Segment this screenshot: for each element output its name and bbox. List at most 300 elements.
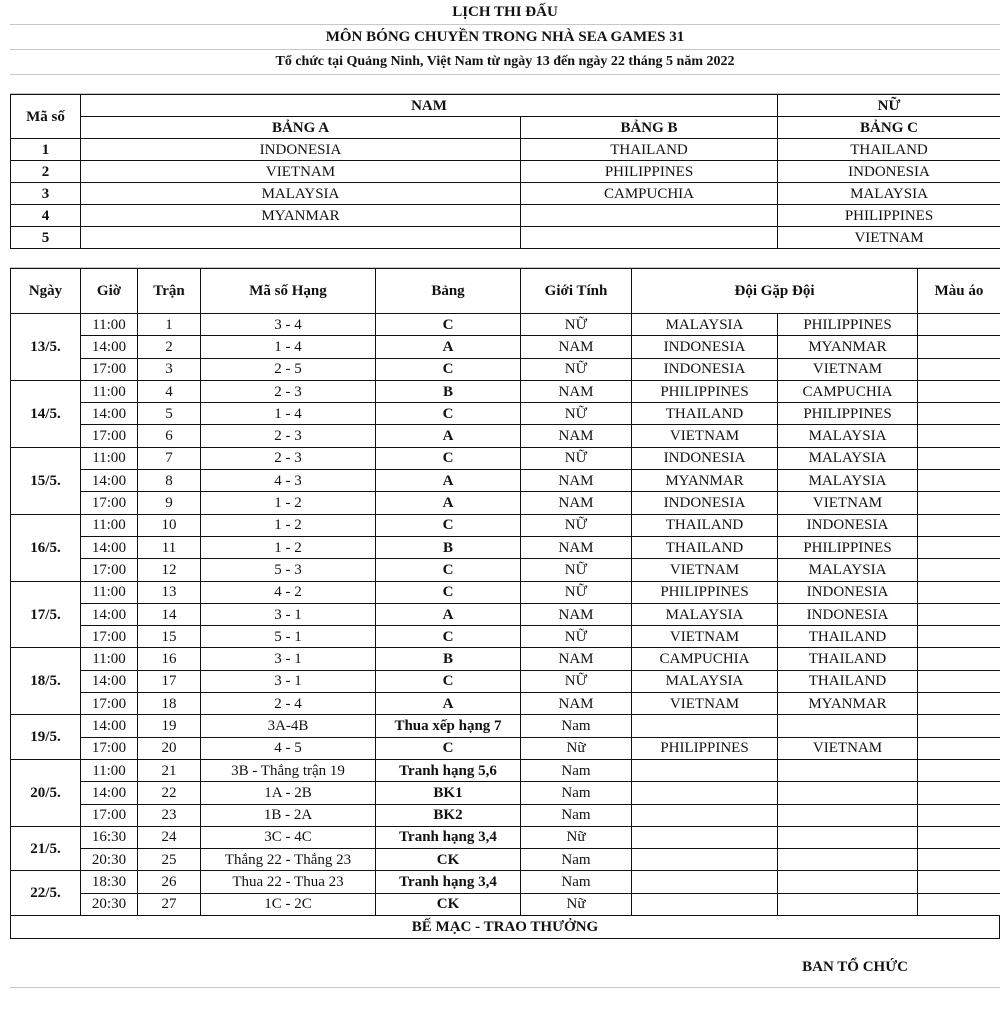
rank-code: 2 - 4 [201,693,376,715]
match-group: BK1 [376,782,521,804]
rank-code: 2 - 3 [201,425,376,447]
match-day: 20/5. [11,759,81,826]
match-group: B [376,380,521,402]
team-home: INDONESIA [632,336,778,358]
match-day: 18/5. [11,648,81,715]
match-time: 17:00 [81,559,138,581]
match-gender: NAM [521,603,632,625]
code-header: Mã số [11,95,81,139]
team-home: INDONESIA [632,358,778,380]
match-gender: Nam [521,871,632,893]
match-number: 4 [138,380,201,402]
team-home: THAILAND [632,536,778,558]
match-time: 17:00 [81,804,138,826]
table-row [11,804,1000,826]
group-c-team: INDONESIA [778,161,1000,183]
group-b-team: CAMPUCHIA [521,183,778,205]
match-day: 15/5. [11,447,81,514]
team-home: VIETNAM [632,425,778,447]
table-row [11,693,1000,715]
match-group: C [376,358,521,380]
match-number: 1 [138,314,201,336]
match-time: 18:30 [81,871,138,893]
match-time: 14:00 [81,782,138,804]
table-row [11,559,1000,581]
jersey-color [918,470,1000,492]
jersey-color [918,559,1000,581]
match-group: B [376,536,521,558]
match-group: CK [376,849,521,871]
match-gender: NỮ [521,447,632,469]
team-away: MALAYSIA [778,447,918,469]
match-number: 21 [138,759,201,781]
table-row [11,536,1000,558]
match-gender: NỮ [521,626,632,648]
match-group: C [376,737,521,759]
jersey-color [918,626,1000,648]
match-group: BK2 [376,804,521,826]
match-gender: NỮ [521,559,632,581]
match-group: A [376,470,521,492]
team-home [632,893,778,915]
match-time: 17:00 [81,358,138,380]
match-group: C [376,670,521,692]
team-home [632,849,778,871]
table-row [11,380,1000,402]
rank-code: 1 - 4 [201,403,376,425]
match-number: 17 [138,670,201,692]
match-number: 11 [138,536,201,558]
schedule-sheet [10,0,1000,988]
col-rank: Mã số Hạng [201,269,376,314]
table-row [11,893,1000,915]
team-home [632,782,778,804]
table-row [11,358,1000,380]
match-group: CK [376,893,521,915]
match-gender: Nam [521,849,632,871]
table-row [11,581,1000,603]
team-away: MALAYSIA [778,425,918,447]
match-number: 15 [138,626,201,648]
team-home: PHILIPPINES [632,581,778,603]
rank-code: 1 - 2 [201,492,376,514]
table-row [11,715,1000,737]
team-away [778,826,918,848]
match-number: 22 [138,782,201,804]
match-number: 16 [138,648,201,670]
rank-code: 2 - 5 [201,358,376,380]
match-time: 17:00 [81,737,138,759]
table-row [11,648,1000,670]
table-row [11,670,1000,692]
team-home [632,826,778,848]
match-gender: NAM [521,536,632,558]
match-time: 14:00 [81,536,138,558]
match-time: 14:00 [81,603,138,625]
rank-code: 3 - 1 [201,670,376,692]
match-number: 12 [138,559,201,581]
match-time: 14:00 [81,403,138,425]
rank-code: Thắng 22 - Thắng 23 [201,849,376,871]
group-code: 5 [11,227,81,249]
match-group: Tranh hạng 3,4 [376,871,521,893]
jersey-color [918,693,1000,715]
team-away: THAILAND [778,670,918,692]
match-gender: Nam [521,782,632,804]
rank-code: 1B - 2A [201,804,376,826]
rank-code: 3C - 4C [201,826,376,848]
group-b-team [521,205,778,227]
group-a-team: VIETNAM [81,161,521,183]
group-row [11,183,1000,205]
match-group: C [376,559,521,581]
match-gender: Nữ [521,826,632,848]
match-group: A [376,336,521,358]
match-gender: Nam [521,715,632,737]
table-row [11,492,1000,514]
team-home [632,871,778,893]
jersey-color [918,826,1000,848]
team-home: VIETNAM [632,559,778,581]
team-away [778,849,918,871]
match-day: 14/5. [11,380,81,447]
match-group: C [376,447,521,469]
match-time: 11:00 [81,314,138,336]
men-header: NAM [81,95,778,117]
table-row [11,425,1000,447]
team-away: INDONESIA [778,581,918,603]
group-c-team: MALAYSIA [778,183,1000,205]
match-time: 17:00 [81,425,138,447]
team-away: PHILIPPINES [778,403,918,425]
match-day: 22/5. [11,871,81,916]
jersey-color [918,849,1000,871]
jersey-color [918,759,1000,781]
team-home: THAILAND [632,403,778,425]
col-group: Bảng [376,269,521,314]
jersey-color [918,782,1000,804]
match-gender: NỮ [521,670,632,692]
match-group: C [376,581,521,603]
match-number: 9 [138,492,201,514]
match-time: 14:00 [81,715,138,737]
team-away: INDONESIA [778,603,918,625]
rank-code: Thua 22 - Thua 23 [201,871,376,893]
jersey-color [918,380,1000,402]
match-gender: NAM [521,425,632,447]
match-day: 17/5. [11,581,81,648]
match-number: 20 [138,737,201,759]
table-row [11,336,1000,358]
match-gender: NAM [521,470,632,492]
table-row [11,826,1000,848]
group-a-team: MYANMAR [81,205,521,227]
team-home: CAMPUCHIA [632,648,778,670]
women-header: NỮ [778,95,1000,117]
group-b-team [521,227,778,249]
jersey-color [918,536,1000,558]
match-number: 24 [138,826,201,848]
match-group: C [376,514,521,536]
match-time: 11:00 [81,380,138,402]
col-day: Ngày [11,269,81,314]
match-time: 20:30 [81,849,138,871]
col-color: Màu áo [918,269,1000,314]
jersey-color [918,358,1000,380]
rank-code: 4 - 2 [201,581,376,603]
table-row [11,447,1000,469]
match-time: 14:00 [81,336,138,358]
table-row [11,737,1000,759]
team-away [778,782,918,804]
rank-code: 1 - 2 [201,536,376,558]
match-time: 14:00 [81,470,138,492]
team-home: INDONESIA [632,447,778,469]
group-code: 1 [11,139,81,161]
group-rows [11,139,1000,249]
spacer-row [10,249,1000,268]
team-away: PHILIPPINES [778,536,918,558]
match-gender: Nữ [521,737,632,759]
rank-code: 1A - 2B [201,782,376,804]
match-number: 26 [138,871,201,893]
schedule-table [10,268,1000,916]
group-c-team: PHILIPPINES [778,205,1000,227]
match-number: 13 [138,581,201,603]
team-home: INDONESIA [632,492,778,514]
spacer-row [10,75,1000,94]
jersey-color [918,737,1000,759]
col-teams: Đội Gặp Đội [632,269,918,314]
match-number: 6 [138,425,201,447]
match-group: Tranh hạng 3,4 [376,826,521,848]
match-gender: NỮ [521,314,632,336]
team-home: PHILIPPINES [632,380,778,402]
match-time: 20:30 [81,893,138,915]
rank-code: 3 - 1 [201,648,376,670]
jersey-color [918,425,1000,447]
team-away [778,715,918,737]
match-time: 11:00 [81,759,138,781]
group-row [11,227,1000,249]
match-group: C [376,403,521,425]
match-group: A [376,603,521,625]
match-time: 17:00 [81,626,138,648]
page-title: LỊCH THI ĐẤU [10,0,1000,25]
team-away [778,871,918,893]
match-gender: NAM [521,648,632,670]
team-home: MALAYSIA [632,603,778,625]
match-time: 11:00 [81,581,138,603]
group-c-team: THAILAND [778,139,1000,161]
jersey-color [918,492,1000,514]
match-gender: NAM [521,336,632,358]
team-away: THAILAND [778,626,918,648]
table-row [11,626,1000,648]
match-number: 18 [138,693,201,715]
table-row [11,782,1000,804]
match-number: 23 [138,804,201,826]
group-row [11,139,1000,161]
match-number: 10 [138,514,201,536]
group-b-team: THAILAND [521,139,778,161]
team-away: MYANMAR [778,336,918,358]
team-home [632,715,778,737]
group-c-team: VIETNAM [778,227,1000,249]
match-number: 25 [138,849,201,871]
group-a-team [81,227,521,249]
rank-code: 5 - 3 [201,559,376,581]
group-b-header: BẢNG B [521,117,778,139]
jersey-color [918,893,1000,915]
match-gender: NỮ [521,514,632,536]
jersey-color [918,715,1000,737]
table-row [11,849,1000,871]
match-gender: NỮ [521,581,632,603]
match-gender: Nam [521,759,632,781]
footer [10,939,1000,988]
match-group: C [376,626,521,648]
group-a-team: INDONESIA [81,139,521,161]
group-code: 3 [11,183,81,205]
rank-code: 4 - 5 [201,737,376,759]
jersey-color [918,581,1000,603]
match-number: 27 [138,893,201,915]
table-row [11,603,1000,625]
match-group: A [376,425,521,447]
jersey-color [918,804,1000,826]
match-gender: Nữ [521,893,632,915]
rank-code: 3 - 4 [201,314,376,336]
team-home [632,759,778,781]
match-time: 14:00 [81,670,138,692]
team-away: INDONESIA [778,514,918,536]
rank-code: 2 - 3 [201,380,376,402]
table-row [11,759,1000,781]
match-number: 5 [138,403,201,425]
jersey-color [918,314,1000,336]
team-away: VIETNAM [778,492,918,514]
match-group: Thua xếp hạng 7 [376,715,521,737]
team-away: MYANMAR [778,693,918,715]
jersey-color [918,670,1000,692]
group-b-team: PHILIPPINES [521,161,778,183]
match-gender: NAM [521,380,632,402]
jersey-color [918,336,1000,358]
jersey-color [918,603,1000,625]
jersey-color [918,871,1000,893]
match-time: 11:00 [81,648,138,670]
team-away [778,759,918,781]
match-gender: Nam [521,804,632,826]
group-code: 4 [11,205,81,227]
rank-code: 3B - Thắng trận 19 [201,759,376,781]
match-day: 21/5. [11,826,81,871]
team-home: MALAYSIA [632,670,778,692]
team-home: VIETNAM [632,693,778,715]
match-group: Tranh hạng 5,6 [376,759,521,781]
page-subtitle: MÔN BÓNG CHUYỀN TRONG NHÀ SEA GAMES 31 [10,25,1000,50]
jersey-color [918,514,1000,536]
rank-code: 1 - 4 [201,336,376,358]
match-number: 3 [138,358,201,380]
group-code: 2 [11,161,81,183]
match-gender: NAM [521,492,632,514]
match-day: 16/5. [11,514,81,581]
col-time: Giờ [81,269,138,314]
team-away: VIETNAM [778,358,918,380]
team-home: VIETNAM [632,626,778,648]
jersey-color [918,447,1000,469]
team-away: THAILAND [778,648,918,670]
rank-code: 1C - 2C [201,893,376,915]
rank-code: 3A-4B [201,715,376,737]
group-table [10,94,1000,249]
match-gender: NỮ [521,403,632,425]
team-away: PHILIPPINES [778,314,918,336]
rank-code: 3 - 1 [201,603,376,625]
team-home: THAILAND [632,514,778,536]
group-row [11,205,1000,227]
match-group: B [376,648,521,670]
match-number: 7 [138,447,201,469]
match-gender: NỮ [521,358,632,380]
match-day: 13/5. [11,314,81,381]
match-time: 11:00 [81,514,138,536]
table-row [11,871,1000,893]
match-group: C [376,314,521,336]
group-a-team: MALAYSIA [81,183,521,205]
rank-code: 1 - 2 [201,514,376,536]
match-number: 8 [138,470,201,492]
match-number: 14 [138,603,201,625]
rank-code: 2 - 3 [201,447,376,469]
table-row [11,514,1000,536]
team-away: MALAYSIA [778,470,918,492]
table-row [11,403,1000,425]
schedule-rows [11,314,1000,916]
match-number: 19 [138,715,201,737]
event-info: Tổ chức tại Quảng Ninh, Việt Nam từ ngày 13 đến ngày 22 tháng 5 năm 2022 [10,50,1000,75]
team-away: CAMPUCHIA [778,380,918,402]
team-away: VIETNAM [778,737,918,759]
organizer-signature: BAN TỔ CHỨC [802,959,908,976]
jersey-color [918,403,1000,425]
match-time: 16:30 [81,826,138,848]
col-match: Trận [138,269,201,314]
team-away: MALAYSIA [778,559,918,581]
match-group: A [376,492,521,514]
team-home: MALAYSIA [632,314,778,336]
match-number: 2 [138,336,201,358]
match-group: A [376,693,521,715]
match-time: 17:00 [81,693,138,715]
table-row [11,470,1000,492]
rank-code: 5 - 1 [201,626,376,648]
closing-ceremony: BẾ MẠC - TRAO THƯỞNG [10,916,1000,939]
team-home: MYANMAR [632,470,778,492]
team-home: PHILIPPINES [632,737,778,759]
jersey-color [918,648,1000,670]
group-c-header: BẢNG C [778,117,1000,139]
table-row [11,314,1000,336]
rank-code: 4 - 3 [201,470,376,492]
schedule-header-row [11,269,1000,314]
match-time: 11:00 [81,447,138,469]
team-away [778,804,918,826]
team-away [778,893,918,915]
match-day: 19/5. [11,715,81,760]
